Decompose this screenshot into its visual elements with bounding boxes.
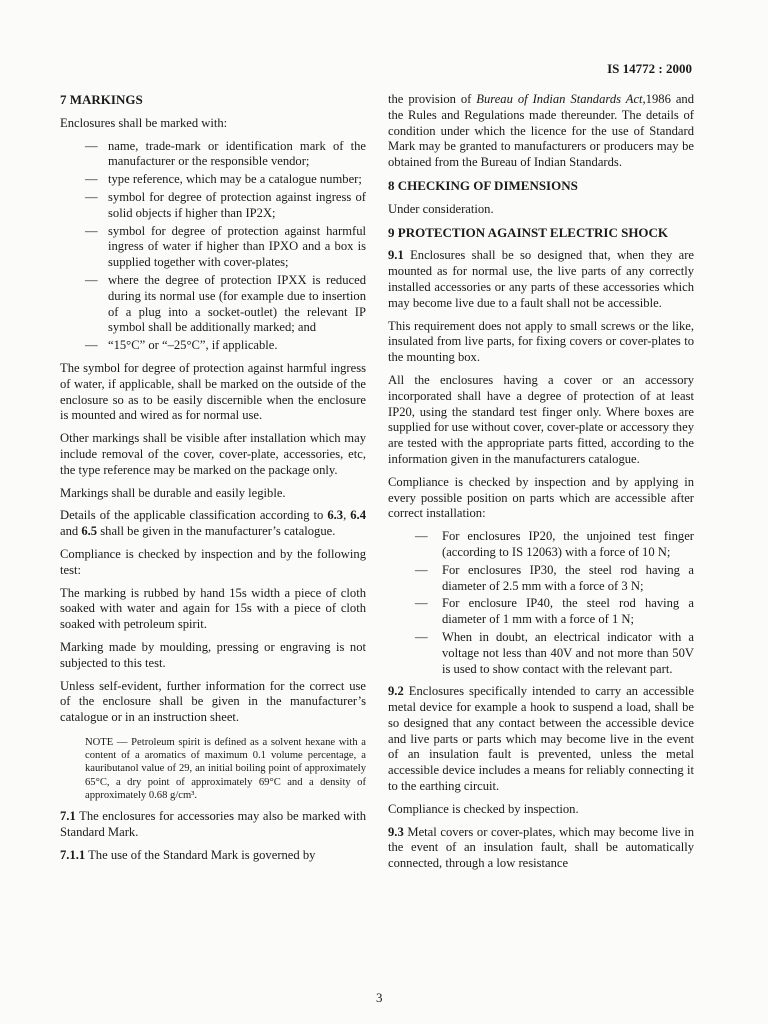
test-list xyxy=(388,529,694,677)
markings-list xyxy=(60,139,366,354)
list-item: — symbol for degree of protection against harmful ingress of water if higher than IPXO and a box is supplied together with cover-plates; xyxy=(60,224,366,271)
section-8-title: 8 CHECKING OF DIMENSIONS xyxy=(388,177,578,193)
clause-7-1 xyxy=(60,809,366,841)
clause-text: Metal covers or cover-plates, which may become live in the event of an insulation fault, shall be automatically connected, through a low resistance xyxy=(388,824,694,871)
clause-ref: 6.5 xyxy=(81,524,98,539)
paragraph: Compliance is checked by inspection and by the following test: xyxy=(60,546,366,577)
clause-text: Enclosures specifically intended to carry an accessible metal device for example a hook to suspend a load, shall be so designed that any contact between the accessible device and live parts or parts which may become live in the event of an insulation fault is prevented, unless the metal accessible device includes a means for reliably connecting it to the earthing circuit. xyxy=(388,684,694,794)
paragraph: Markings shall be durable and easily legible. xyxy=(60,485,286,500)
paragraph: Other markings shall be visible after installation which may include removal of the cover, cover-plate, accessories, etc, the type reference may be marked on the package only. xyxy=(60,431,366,477)
list-item: — name, trade-mark or identification mark of the manufacturer or the responsible vendor; xyxy=(60,139,366,171)
clause-number: 9.2 xyxy=(388,684,404,699)
right-column xyxy=(388,92,694,879)
clause-text: Enclosures shall be so designed that, when they are mounted as for normal use, the live parts of any correctly installed accessories or any parts of these accessories which may become live due to a fault shall not be accessible. xyxy=(388,248,694,310)
list-item: — For enclosures IP20, the unjoined test finger (according to IS 12063) with a force of 10 N; xyxy=(388,529,694,561)
paragraph: Unless self-evident, further information for the correct use of the enclosure shall be given in the manufacturer’s catalogue or in an instruction sheet. xyxy=(60,678,366,725)
clause-number: 9.1 xyxy=(388,248,404,263)
section-7-intro: Enclosures shall be marked with: xyxy=(60,115,228,130)
paragraph: Marking made by moulding, pressing or engraving is not subjected to this test. xyxy=(60,639,366,670)
act-title: Bureau of Indian Standards Act xyxy=(476,92,643,106)
list-item: — For enclosure IP40, the steel rod having a diameter of 1 mm with a force of 1 N; xyxy=(388,596,694,628)
list-item: — type reference, which may be a catalogue number; xyxy=(60,172,366,188)
text-run: the provision of xyxy=(388,92,477,106)
list-item: — where the degree of protection IPXX is reduced during its normal use (for example due to insertion of a plug into a socket-outlet) the relevant IP symbol shall be additionally marked; and xyxy=(60,273,366,336)
clause-text: The use of the Standard Mark is governed by xyxy=(85,847,316,862)
text-run: and xyxy=(60,524,82,539)
clause-9-2 xyxy=(388,684,694,795)
clause-9-1 xyxy=(388,248,694,311)
section-7-title: 7 MARKINGS xyxy=(60,92,143,107)
paragraph-continuation xyxy=(388,92,694,171)
document-id: IS 14772 : 2000 xyxy=(607,61,692,76)
text-run: , xyxy=(343,508,351,523)
paragraph: The marking is rubbed by hand 15s width a piece of cloth soaked with water and again for 15s with a piece of cloth soaked with petroleum spirit. xyxy=(60,585,366,632)
paragraph: Under consideration. xyxy=(388,201,494,216)
left-column xyxy=(60,92,366,871)
clause-ref: 6.3 xyxy=(327,508,344,523)
clause-text: The enclosures for accessories may also be marked with Standard Mark. xyxy=(60,809,366,840)
paragraph-classification xyxy=(60,508,366,540)
clause-number: 7.1 xyxy=(60,809,76,824)
paragraph: The symbol for degree of protection against harmful ingress of water, if applicable, shall be marked on the outside of the enclosure so as to be easily discernible when the enclosure is mounted and wired as for normal use. xyxy=(60,360,366,423)
list-item: — For enclosures IP30, the steel rod having a diameter of 2.5 mm with a force of 3 N; xyxy=(388,563,694,595)
paragraph: Compliance is checked by inspection and by applying in every possible position on parts which are accessible after correct installation: xyxy=(388,474,694,521)
text-run: shall be given in the manufacturer’s catalogue. xyxy=(97,524,336,539)
clause-7-1-1 xyxy=(60,848,366,864)
clause-number: 7.1.1 xyxy=(60,847,86,862)
page-number: 3 xyxy=(376,990,383,1005)
list-item: — When in doubt, an electrical indicator with a voltage not less than 40V and not more than 50V is used to show contact with the relevant part. xyxy=(388,630,694,677)
clause-ref: 6.4 xyxy=(350,508,366,523)
paragraph: All the enclosures having a cover or an accessory incorporated shall have a degree of protection of at least IP20, using the standard test finger only. Where boxes are supplied for use without cover, cover-plate or accessory they are tested with the appropriate parts fitted, according to the information given in the manufacturers catalogue. xyxy=(388,372,694,466)
section-9-title: 9 PROTECTION AGAINST ELECTRIC SHOCK xyxy=(388,224,669,240)
text-run: Details of the applicable classification according to xyxy=(60,508,328,523)
list-item: — symbol for degree of protection against ingress of solid objects if higher than IP2X; xyxy=(60,190,366,222)
list-item: — “15°C” or “–25°C”, if applicable. xyxy=(60,338,366,354)
paragraph: Compliance is checked by inspection. xyxy=(388,801,579,816)
note: NOTE — Petroleum spirit is defined as a solvent hexane with a content of a aromatics of maximum 0.1 volume percentage, a kauributanol value of 29, an initial boiling point of approximately 65°C, a dry point of approximately 69°C and a density of approximately 0.68 g/cm³. xyxy=(85,736,366,802)
clause-number: 9.3 xyxy=(388,824,404,839)
clause-9-3 xyxy=(388,825,694,872)
text-run: ,1986 and the Rules and Regulations made thereunder. The details of condition under which the licence for the use of Standard Mark may be granted to manufacturers or producers may be obtained from the Bureau of Indian Standards. xyxy=(388,92,694,170)
paragraph: This requirement does not apply to small screws or the like, insulated from live parts, for fixing covers or cover-plates to the mounting box. xyxy=(388,318,694,365)
